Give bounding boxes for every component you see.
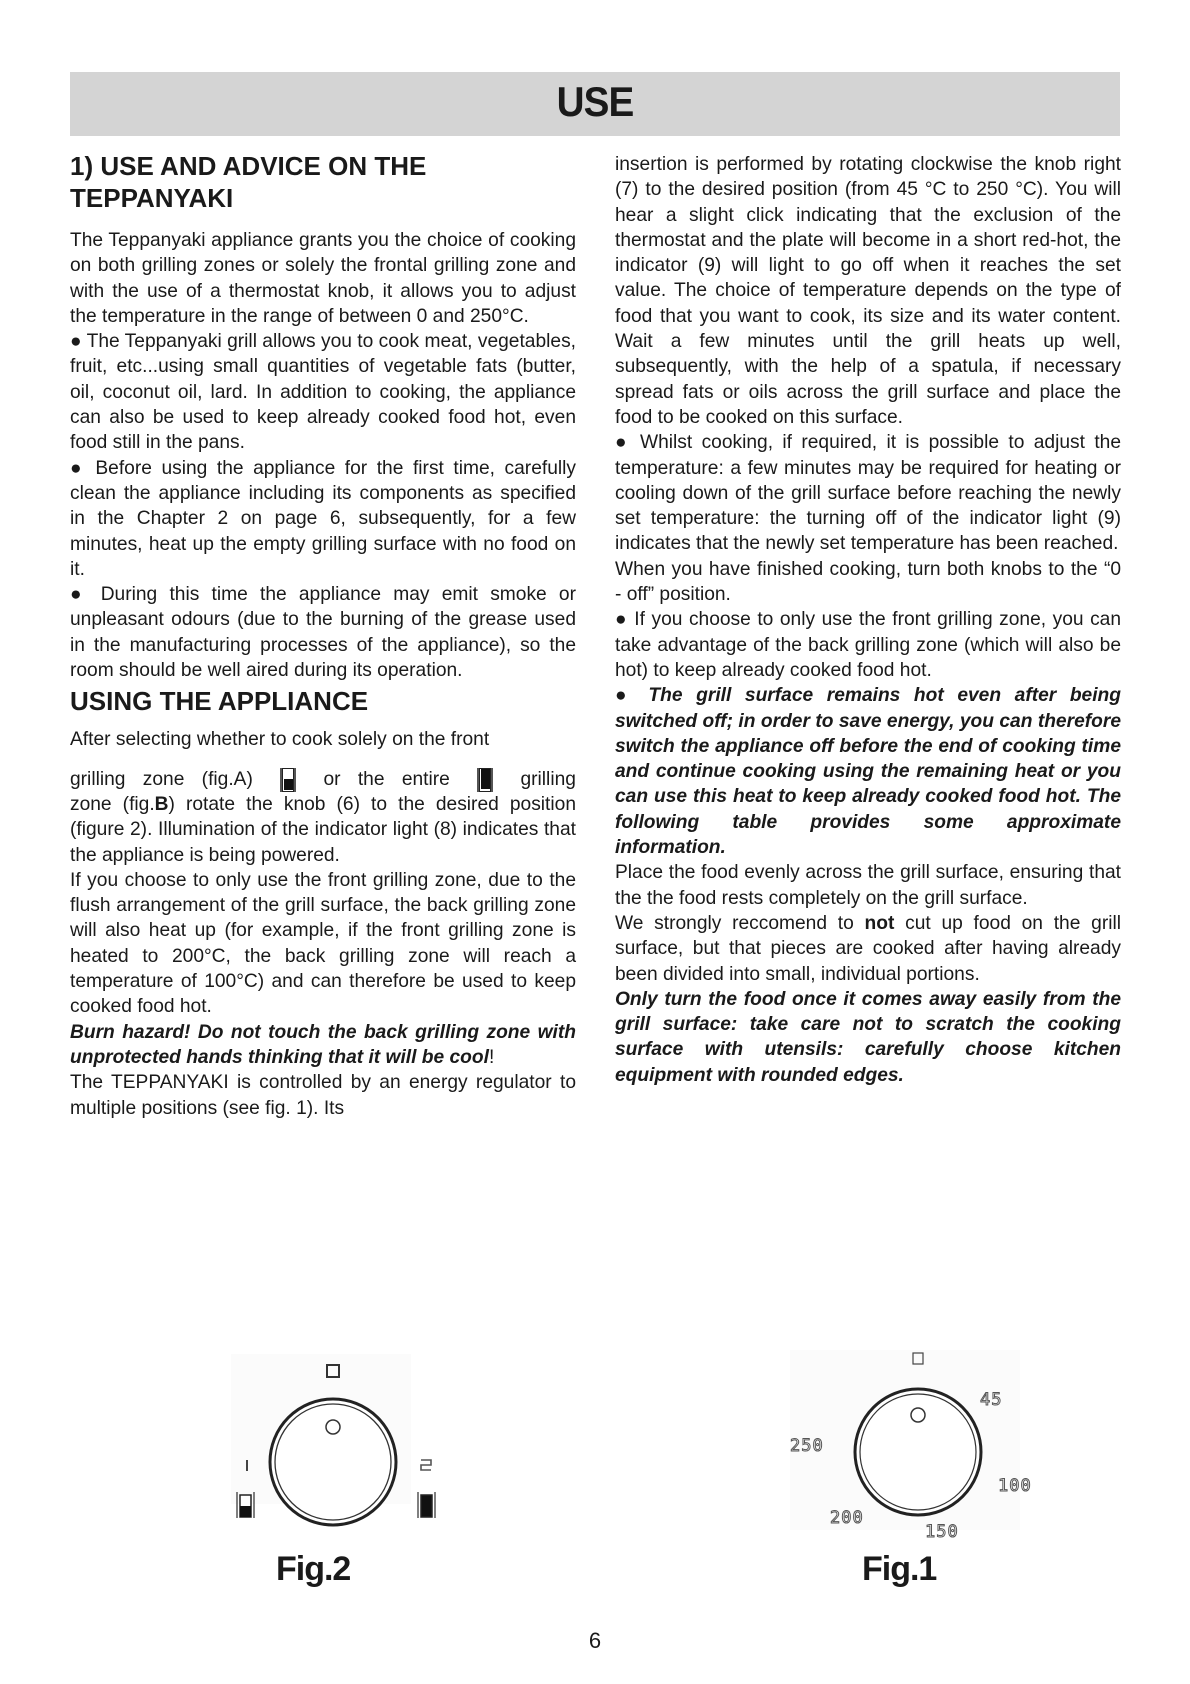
section-title-line-1: 1) USE AND ADVICE ON THE <box>70 151 427 181</box>
front-zone-icon <box>237 1492 254 1518</box>
paragraph-front-zone-only: If you choose to only use the front grilling zone, due to the flush arrangement of the grill surface, the back grilling zone will also heat up (for example, if the front grilling zone is heated to 200°C, the back grilling zone will reach a temperature of 100°C) and can therefore be used to keep cooked food hot. <box>70 869 576 1018</box>
temp-mark-150: 150 <box>925 1522 959 1542</box>
paragraph-insertion: insertion is performed by rotating clockwise the knob right (7) to the desired position (from 45 °C to 250 °C). You will hear a slight click indicating that the exclusion of the thermostat and the plate will become in a short red-hot, the indicator (9) will light to go off when it reaches the set value. The choice of temperature depends on the type of food that you want to cook, its size and its water content. Wait a few minutes until the grill heats up well, subsequently, with the help of a spatula, if necessary spread fats or oils across the grill surface and place the food to be cooked on this surface. <box>615 154 1121 428</box>
page-title: USE <box>556 78 634 125</box>
knob-diagram-zones <box>220 1340 460 1530</box>
entire-zone-icon <box>477 768 493 792</box>
figure-2-knob <box>220 1340 460 1530</box>
page-number: 6 <box>588 1628 602 1653</box>
paragraph-select-zone-line2 <box>70 767 576 792</box>
paragraph-bullet-adjust: ● Whilst cooking, if required, it is possible to adjust the temperature: a few minutes may be required for heating or cooling down of the grill surface before reaching the newly set temperature: the turning off of the indicator light (9) indicates that the newly set temperature has been reached. <box>615 432 1121 555</box>
left-column <box>70 150 576 1121</box>
temp-mark-200: 200 <box>830 1508 864 1528</box>
temp-mark-45: 45 <box>980 1390 1003 1410</box>
paragraph-turn-food: Only turn the food once it comes away easily from the grill surface: take care not to scratch the cooking surface with utensils: carefully choose kitchen equipment with rounded edges. <box>615 988 1121 1086</box>
section-header-bar <box>70 72 1120 136</box>
paragraph-bullet-back-zone: ● If you choose to only use the front grilling zone, you can take advantage of the back grilling zone (which will also be hot) to keep already cooked food hot. <box>615 609 1121 681</box>
paragraph-place-food: Place the food evenly across the grill surface, ensuring that the the food rests completely on the grill surface. <box>615 862 1121 909</box>
paragraph-energy-regulator: The TEPPANYAKI is controlled by an energy regulator to multiple positions (see fig. 1). Its <box>70 1072 576 1119</box>
entire-zone-icon <box>418 1492 435 1518</box>
knob-indicator-dot <box>911 1408 925 1422</box>
paragraph-remains-hot: ● The grill surface remains hot even after being switched off; in order to save energy, you can therefore switch the appliance off before the end of cooking time and continue cooking using the remaining heat or you can use this heat to keep already cooked food hot. The following table provides some approximate information. <box>615 685 1121 859</box>
section-title-using-appliance: USING THE APPLIANCE <box>70 686 369 717</box>
paragraph-finished: When you have finished cooking, turn both knobs to the “0 - off” position. <box>615 558 1121 606</box>
temp-mark-250: 250 <box>790 1436 824 1456</box>
figure-1-label: Fig.1 <box>862 1550 937 1588</box>
paragraph-bullet-smoke: ● During this time the appliance may emit smoke or unpleasant odours (due to the burning of the grease used in the manufacturing processes of the appliance), so the room should be well aired during its operation. <box>70 584 576 682</box>
figure-2-label: Fig.2 <box>276 1550 351 1588</box>
paragraph-do-not-cut: We strongly reccomend to not cut up food on the grill surface, but that pieces are cooked after having already been divided into small, individual portions. <box>615 912 1121 985</box>
knob-indicator-dot <box>326 1420 340 1434</box>
paragraph-select-zone-rest: zone (fig.B) rotate the knob (6) to the desired position (figure 2). Illumination of the indicator light (8) indicates that the appliance is being powered. <box>70 793 576 866</box>
warning-burn-hazard: Burn hazard! Do not touch the back grilling zone with unprotected hands thinking that it will be cool! <box>70 1021 576 1068</box>
text-grilling: grilling <box>520 768 576 790</box>
section-title-line-2: TEPPANYAKI <box>70 183 234 213</box>
temp-mark-100: 100 <box>998 1476 1032 1496</box>
mark-2 <box>421 1460 431 1470</box>
right-column <box>615 152 1121 1088</box>
paragraph-intro: The Teppanyaki appliance grants you the choice of cooking on both grilling zones or solely the frontal grilling zone and with the use of a thermostat knob, it allows you to adjust the temperature in the range of between 0 and 250°C. <box>70 230 576 327</box>
fig-b-ref: B <box>154 793 169 815</box>
paragraph-bullet-first-use: ● Before using the appliance for the first time, carefully clean the appliance including its components as specified in the Chapter 2 on page 6, subsequently, for a few minutes, heat up the empty grilling surface with no food on it. <box>70 457 576 580</box>
knob-outer-ring <box>270 1399 396 1525</box>
figure-1-thermostat-knob <box>770 1340 1040 1540</box>
front-zone-icon <box>280 768 296 792</box>
paragraph-select-zone-line1: After selecting whether to cook solely on the front <box>70 729 490 751</box>
paragraph-bullet-cook: ● The Teppanyaki grill allows you to cook meat, vegetables, fruit, etc...using small quantities of vegetable fats (butter, oil, coconut oil, lard. In addition to cooking, the appliance can also be used to keep already cooked food hot, even food still in the pans. <box>70 331 576 454</box>
section-title-use-and-advice <box>70 150 576 214</box>
text-or-entire: or the entire <box>323 768 450 790</box>
text-front-zone: grilling zone (fig.A) <box>70 768 253 790</box>
